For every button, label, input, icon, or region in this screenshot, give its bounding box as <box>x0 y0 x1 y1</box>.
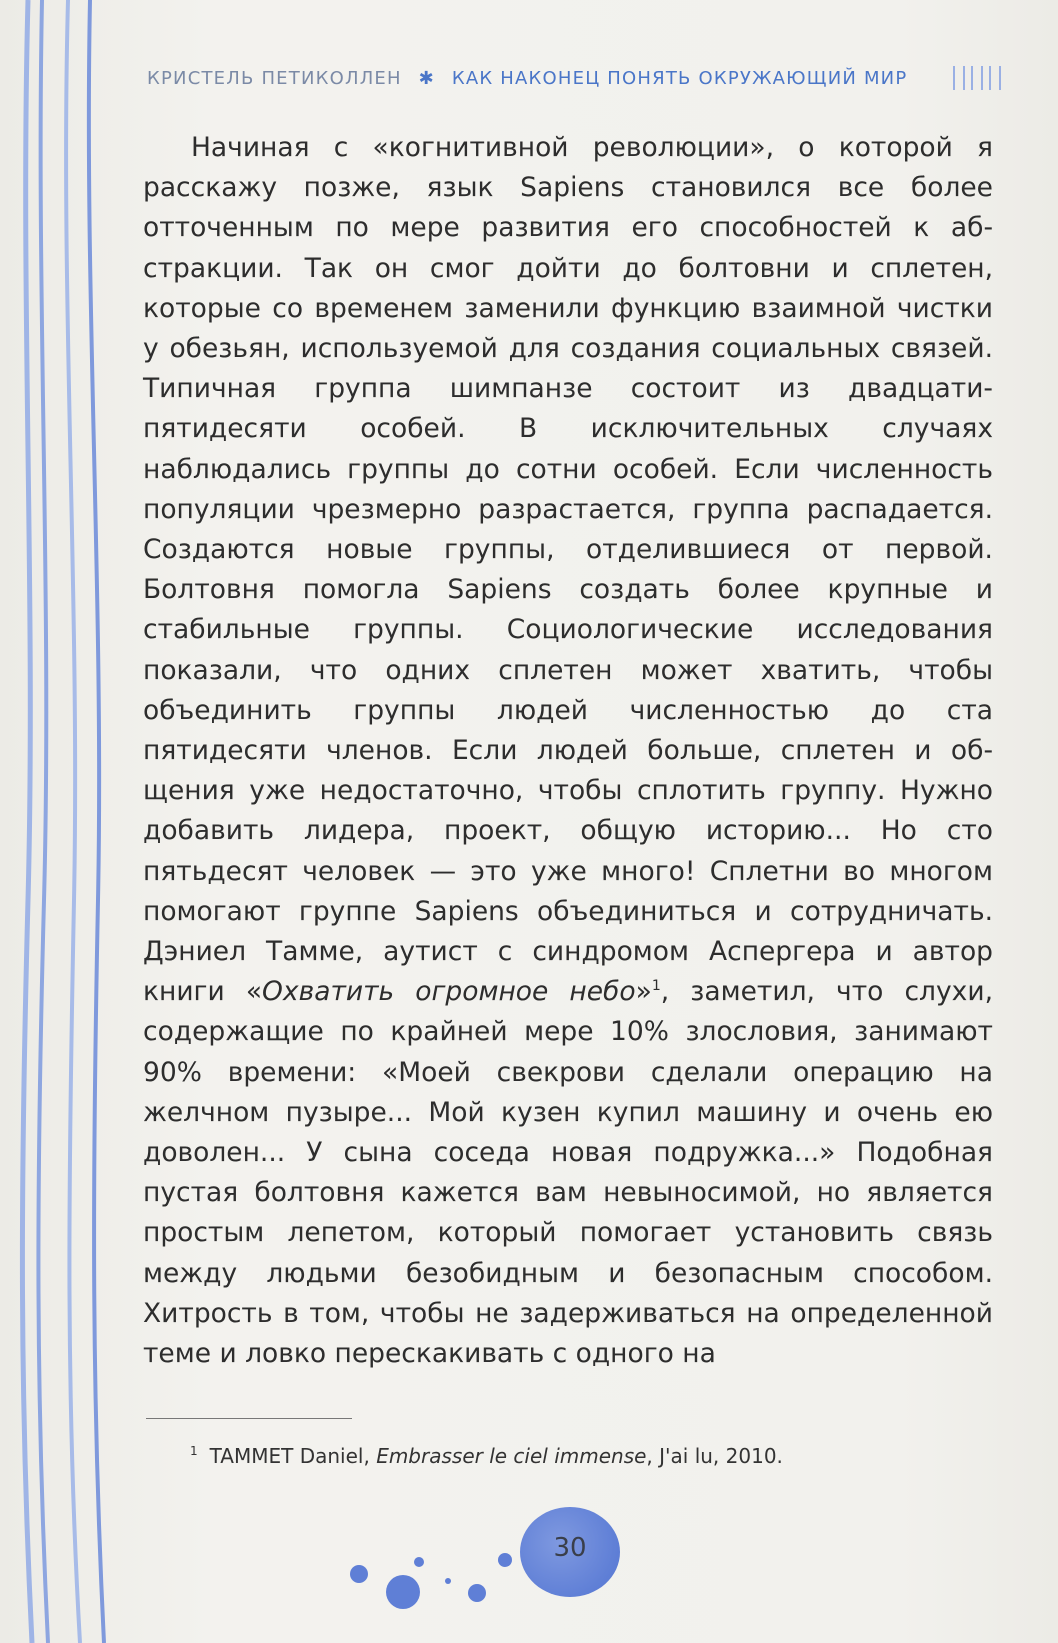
decorative-tick-marks <box>952 62 1052 92</box>
footnote <box>190 1444 783 1468</box>
header-book-title: КАК НАКОНЕЦ ПОНЯТЬ ОКРУЖАЮЩИЙ МИР <box>451 68 908 89</box>
decorative-wavy-lines <box>0 0 130 1643</box>
footnote-title: Embrasser le ciel immense <box>376 1444 647 1468</box>
footnote-number: 1 <box>190 1444 198 1459</box>
page-number: 30 <box>553 1533 587 1563</box>
decorative-dot <box>350 1565 368 1583</box>
paragraph-text-part2: » <box>635 976 652 1008</box>
header-author: КРИСТЕЛЬ ПЕТИКОЛЛЕН <box>147 68 402 89</box>
footnote-author: TAMMET Daniel, <box>209 1444 370 1468</box>
paragraph <box>143 128 993 1374</box>
main-text <box>143 128 993 1374</box>
footnote-publisher: , J'ai lu, 2010. <box>646 1444 783 1468</box>
header-separator: ✱ <box>418 68 435 89</box>
decorative-dot <box>414 1557 424 1567</box>
footnote-reference[interactable]: 1 <box>651 978 661 995</box>
decorative-dot <box>445 1578 451 1584</box>
decorative-dot <box>498 1553 512 1567</box>
decorative-dot <box>468 1584 486 1602</box>
paragraph-text-part1: Начиная с «когнитивной революции», о которой я расскажу позже, язык Sapiens становился все более отточенным по мере развития его способностей к абстракции. Так он смог дойти до болтовни и сплетен, которые со временем заменили функцию взаимной чистки у обезьян, используемой для создания социальных связей. Типичная группа шимпанзе состоит из двадцати-пятидесяти особей. В исключительных случаях наблюдались группы до сотни особей. Если численность популяции чрезмерно разрастается, группа распадается. Создаются новые группы, отделившиеся от первой. Болтовня помогла Sapiens создать более крупные и стабильные группы. Социологические исследования показали, что одних сплетен может хватить, чтобы объединить группы людей численностью до ста пятидесяти членов. Если людей больше, сплетен и общения уже недостаточно, чтобы сплотить группу. Нужно добавить лидера, проект, общую историю... Но сто пятьдесят человек — это уже много! Сплетни во многом помогают группе Sapiens объединиться и сотрудничать. Дэниел Тамме, аутист с синдромом Аспергера и автор книги « <box>143 132 993 1008</box>
paragraph-text-part3: , заметил, что слухи, содержащие по крайней мере 10% злословия, занимают 90% времени: «Моей свекрови сделали операцию на желчном пузыре... Мой кузен купил машину и очень ею доволен... У сына соседа новая подружка...» Подобная пустая болтовня кажется вам невыносимой, но является простым лепетом, который помогает установить связь между людьми безобидным и безопасным способом. Хитрость в том, чтобы не задерживаться на определенной теме и ловко перескакивать с одного на <box>143 976 993 1370</box>
book-title-italic: Охватить огромное небо <box>262 976 636 1008</box>
decorative-dot <box>386 1575 420 1609</box>
footnote-divider <box>146 1418 352 1419</box>
running-header <box>147 68 907 89</box>
